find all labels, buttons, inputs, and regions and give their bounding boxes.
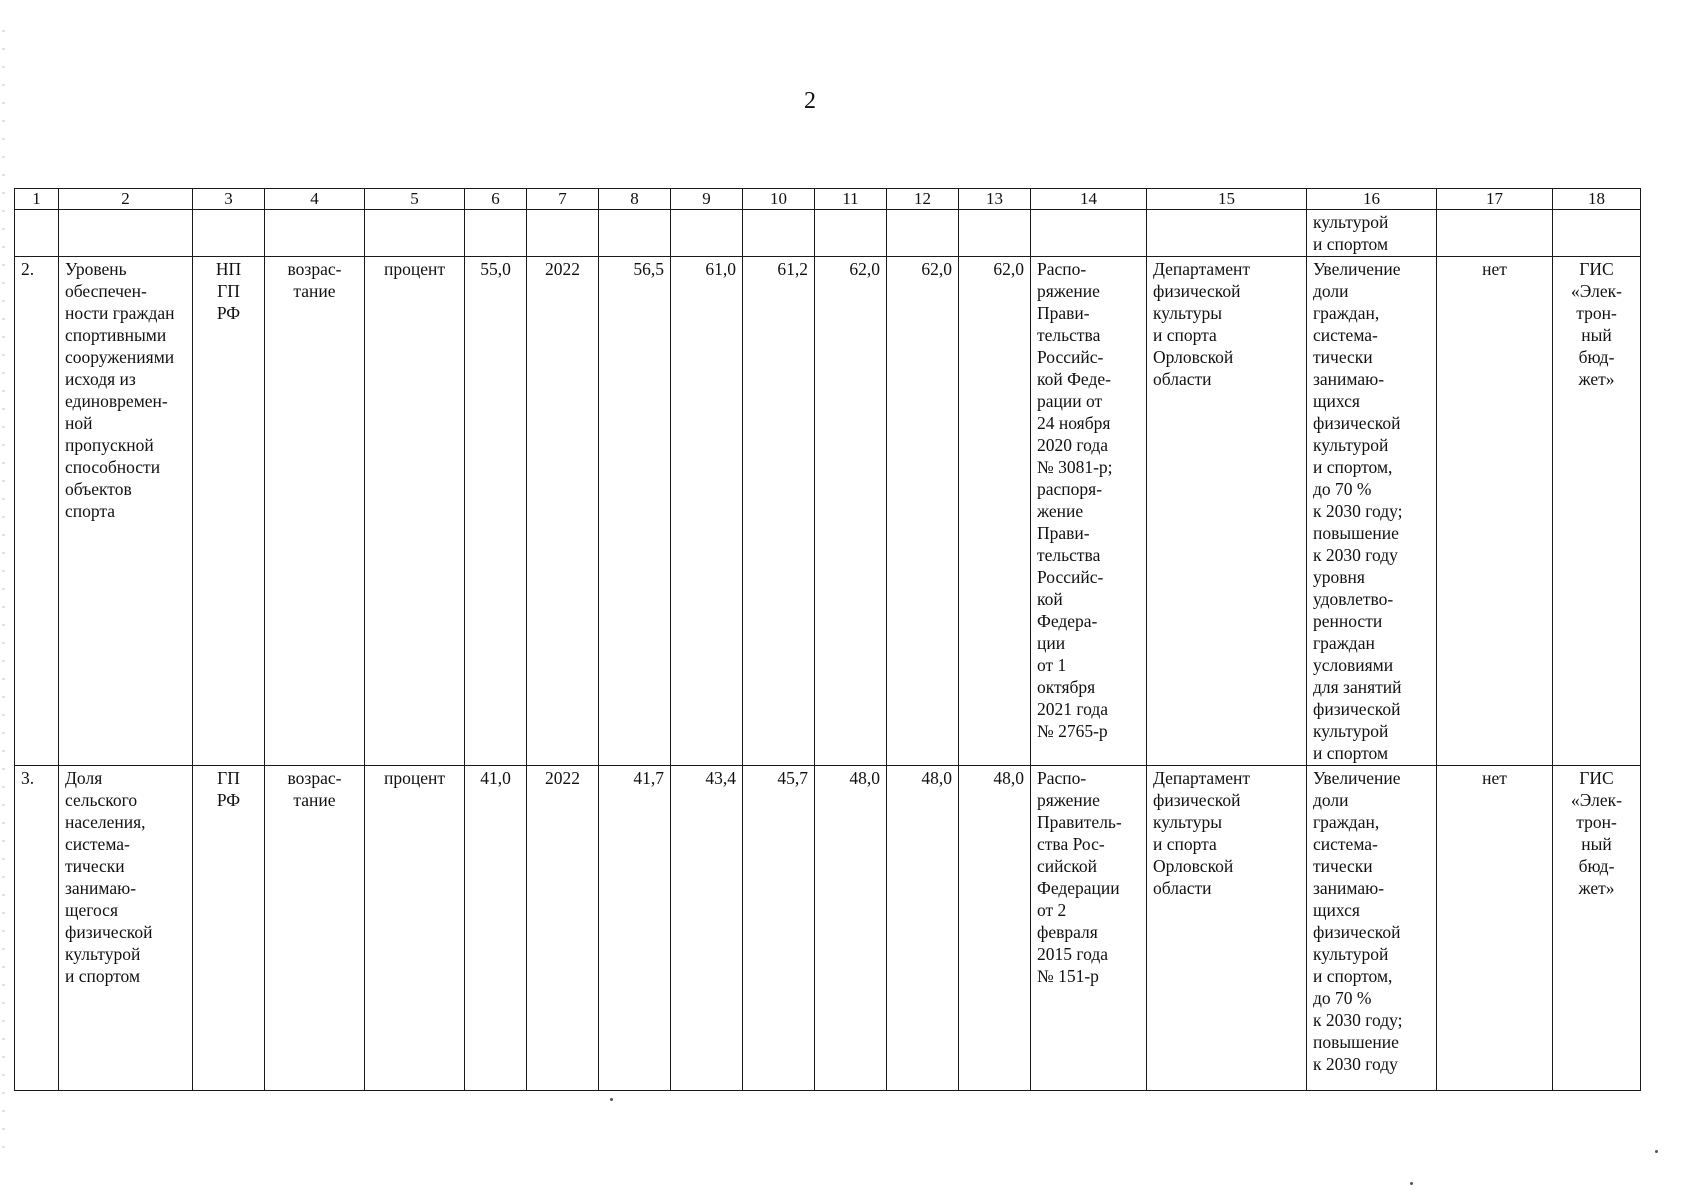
empty-cell bbox=[15, 210, 59, 257]
value-col-13: 48,0 bbox=[959, 766, 1031, 1091]
scan-speck bbox=[610, 1098, 613, 1101]
value-col-10: 61,2 bbox=[743, 257, 815, 766]
column-number: 11 bbox=[815, 189, 887, 210]
table-row bbox=[15, 766, 1641, 1091]
empty-cell bbox=[465, 210, 527, 257]
page-number: 2 bbox=[804, 88, 816, 114]
regulatory-document-text: Распо- ряжение Прави- тельства Российс- кой Феде- рации от 24 ноября 2020 года № 3081-р; распоря- жение Прави- тельства Российс- кой Федера- ции от 1 октября 2021 года № 2765-р bbox=[1037, 259, 1113, 741]
row-number: 3. bbox=[15, 766, 59, 1091]
regulatory-document-text: Распо- ряжение Правитель- ства Рос- сийской Федерации от 2 февраля 2015 года № 151-р bbox=[1037, 768, 1122, 986]
base-value: 55,0 bbox=[465, 257, 527, 766]
column-number: 7 bbox=[527, 189, 599, 210]
regulatory-document bbox=[1031, 257, 1147, 766]
column-number: 6 bbox=[465, 189, 527, 210]
scan-speck bbox=[1410, 1182, 1413, 1185]
indicator-trend-text: возрас- тание bbox=[287, 259, 342, 301]
column-number: 12 bbox=[887, 189, 959, 210]
value-col-12: 62,0 bbox=[887, 257, 959, 766]
goal-link bbox=[1307, 766, 1437, 1091]
column-number-row bbox=[15, 189, 1641, 210]
responsible-body-text: Департамент физической культуры и спорта Орловской области bbox=[1153, 768, 1251, 898]
goal-link-text: Увеличение доли граждан, система- тически занимаю- щихся физической культурой и спортом, до 70 % к 2030 году; повышение к 2030 году уровня удовлетво- ренности граждан условиями для занятий физической культурой и спортом bbox=[1313, 259, 1403, 763]
responsible-body bbox=[1147, 766, 1307, 1091]
indicator-trend bbox=[265, 766, 365, 1091]
value-col-8: 56,5 bbox=[599, 257, 671, 766]
empty-cell bbox=[743, 210, 815, 257]
empty-cell bbox=[1437, 210, 1553, 257]
empty-cell bbox=[887, 210, 959, 257]
empty-cell bbox=[599, 210, 671, 257]
column-number: 4 bbox=[265, 189, 365, 210]
column-number: 8 bbox=[599, 189, 671, 210]
empty-cell bbox=[1553, 210, 1641, 257]
empty-cell bbox=[1031, 210, 1147, 257]
column-number: 18 bbox=[1553, 189, 1641, 210]
column-number: 3 bbox=[193, 189, 265, 210]
flag-cell: нет bbox=[1437, 766, 1553, 1091]
value-col-11: 48,0 bbox=[815, 766, 887, 1091]
value-col-9: 43,4 bbox=[671, 766, 743, 1091]
column-number: 2 bbox=[59, 189, 193, 210]
indicator-name-text: Уровень обеспечен- ности граждан спортивными сооружениями исходя из единовремен- ной пропускной способности объектов спорта bbox=[65, 259, 175, 521]
column-number: 17 bbox=[1437, 189, 1553, 210]
indicator-table bbox=[14, 188, 1641, 1091]
column-number: 10 bbox=[743, 189, 815, 210]
indicator-name bbox=[59, 766, 193, 1091]
empty-cell bbox=[265, 210, 365, 257]
scan-edge-marks bbox=[2, 30, 5, 1150]
regulatory-document bbox=[1031, 766, 1147, 1091]
base-value: 41,0 bbox=[465, 766, 527, 1091]
scan-speck bbox=[1655, 1150, 1658, 1153]
responsible-body bbox=[1147, 257, 1307, 766]
goal-link-continuation-text: культурой и спортом bbox=[1313, 212, 1389, 254]
indicator-source-text: НП ГП РФ bbox=[215, 259, 242, 323]
row-number: 2. bbox=[15, 257, 59, 766]
indicator-source bbox=[193, 257, 265, 766]
indicator-trend-text: возрас- тание bbox=[287, 768, 342, 810]
indicator-unit: процент bbox=[365, 766, 465, 1091]
value-col-13: 62,0 bbox=[959, 257, 1031, 766]
goal-link-text: Увеличение доли граждан, система- тически занимаю- щихся физической культурой и спортом, до 70 % к 2030 году; повышение к 2030 году bbox=[1313, 768, 1403, 1074]
indicator-name-text: Доля сельского населения, система- тически занимаю- щегося физической культурой и спортом bbox=[65, 768, 153, 986]
base-year: 2022 bbox=[527, 766, 599, 1091]
value-col-12: 48,0 bbox=[887, 766, 959, 1091]
empty-cell bbox=[527, 210, 599, 257]
empty-cell bbox=[1147, 210, 1307, 257]
indicator-source-text: ГП РФ bbox=[216, 768, 241, 810]
column-number: 14 bbox=[1031, 189, 1147, 210]
indicator-source bbox=[193, 766, 265, 1091]
value-col-9: 61,0 bbox=[671, 257, 743, 766]
responsible-body-text: Департамент физической культуры и спорта Орловской области bbox=[1153, 259, 1251, 389]
information-system bbox=[1553, 257, 1641, 766]
column-number: 1 bbox=[15, 189, 59, 210]
column-number: 13 bbox=[959, 189, 1031, 210]
value-col-11: 62,0 bbox=[815, 257, 887, 766]
base-year: 2022 bbox=[527, 257, 599, 766]
goal-link-continuation bbox=[1307, 210, 1437, 257]
empty-cell bbox=[959, 210, 1031, 257]
table-row bbox=[15, 257, 1641, 766]
continuation-row bbox=[15, 210, 1641, 257]
indicator-name bbox=[59, 257, 193, 766]
flag-cell: нет bbox=[1437, 257, 1553, 766]
indicator-unit: процент bbox=[365, 257, 465, 766]
empty-cell bbox=[59, 210, 193, 257]
indicator-trend bbox=[265, 257, 365, 766]
column-number: 15 bbox=[1147, 189, 1307, 210]
value-col-10: 45,7 bbox=[743, 766, 815, 1091]
value-col-8: 41,7 bbox=[599, 766, 671, 1091]
empty-cell bbox=[193, 210, 265, 257]
goal-link bbox=[1307, 257, 1437, 766]
empty-cell bbox=[671, 210, 743, 257]
column-number: 16 bbox=[1307, 189, 1437, 210]
information-system-text: ГИС «Элек- трон- ный бюд- жет» bbox=[1571, 768, 1622, 898]
column-number: 9 bbox=[671, 189, 743, 210]
information-system bbox=[1553, 766, 1641, 1091]
empty-cell bbox=[815, 210, 887, 257]
empty-cell bbox=[365, 210, 465, 257]
column-number: 5 bbox=[365, 189, 465, 210]
information-system-text: ГИС «Элек- трон- ный бюд- жет» bbox=[1571, 259, 1622, 389]
